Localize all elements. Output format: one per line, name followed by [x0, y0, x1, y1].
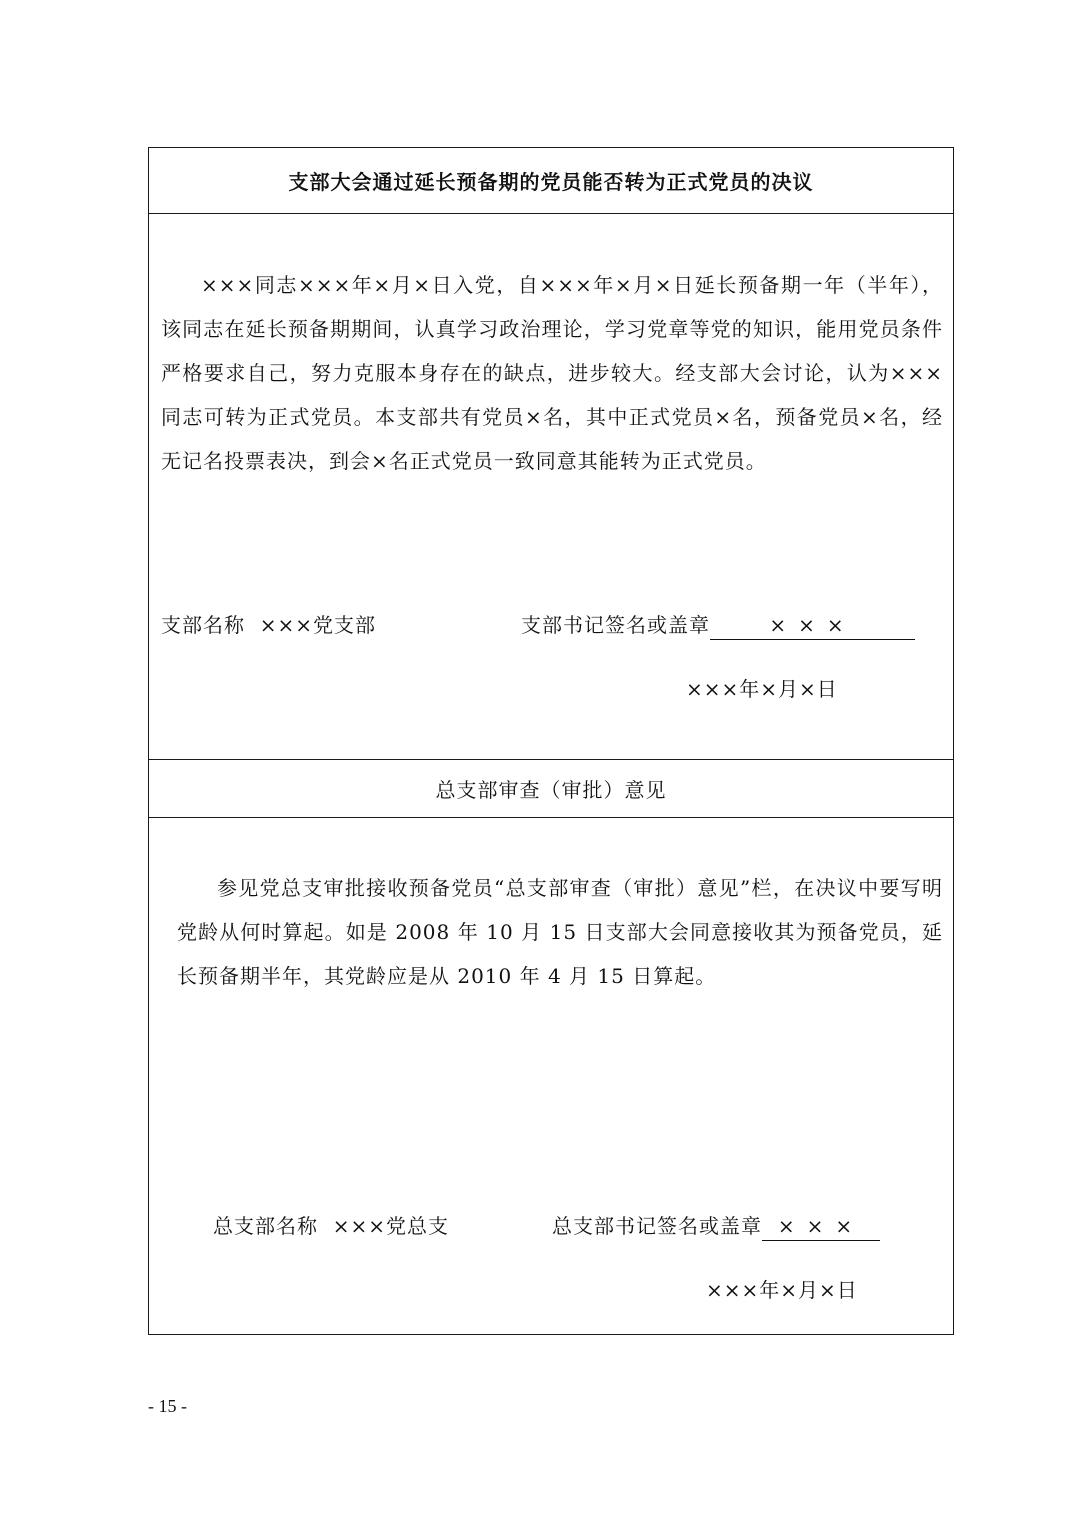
section2-paragraph: 参见党总支审批接收预备党员“总支部审查（审批）意见”栏，在决议中要写明党龄从何时算起。如是 2008 年 10 月 15 日支部大会同意接收其为预备党员，延长预备期半年，其党龄应是从 2010 年 4 月 15 日算起。: [177, 876, 943, 988]
resolution-form-table: [148, 147, 954, 1335]
section2-org-name: [213, 1210, 449, 1239]
section1-header: [149, 148, 953, 214]
section1-date: ×××年×月×日: [686, 677, 838, 701]
section2-date: ×××年×月×日: [706, 1278, 858, 1302]
section1-signer-label: 支部书记签名或盖章: [521, 613, 710, 637]
section2-header: [149, 760, 953, 818]
section2-body: [149, 818, 953, 1334]
section2-org-value: ×××党总支: [332, 1214, 449, 1238]
section2-signer-field: ×××: [762, 1214, 880, 1241]
section2-signature: [552, 1210, 880, 1241]
section1-paragraph: ×××同志×××年×月×日入党，自×××年×月×日延长预备期一年（半年），该同志在延长预备期期间，认真学习政治理论，学习党章等党的知识，能用党员条件严格要求自己，努力克服本身存在的缺点，进步较大。经支部大会讨论，认为×××同志可转为正式党员。本支部共有党员×名，其中正式党员×名，预备党员×名，经无记名投票表决，到会×名正式党员一致同意其能转为正式党员。: [161, 273, 943, 473]
section1-title: 支部大会通过延长预备期的党员能否转为正式党员的决议: [288, 170, 814, 194]
section2-title: 总支部审查（审批）意见: [435, 778, 667, 802]
section2-org-label: 总支部名称: [213, 1214, 318, 1238]
section1-org-value: ×××党支部: [259, 613, 376, 637]
section1-body: [149, 214, 953, 760]
section1-org-label: 支部名称: [161, 613, 245, 637]
section1-signer-field: ×××: [710, 613, 915, 640]
section2-signer-label: 总支部书记签名或盖章: [552, 1214, 762, 1238]
section1-signature: [521, 609, 915, 640]
section1-org-name: [161, 609, 376, 638]
page-number: - 15 -: [148, 1396, 187, 1416]
